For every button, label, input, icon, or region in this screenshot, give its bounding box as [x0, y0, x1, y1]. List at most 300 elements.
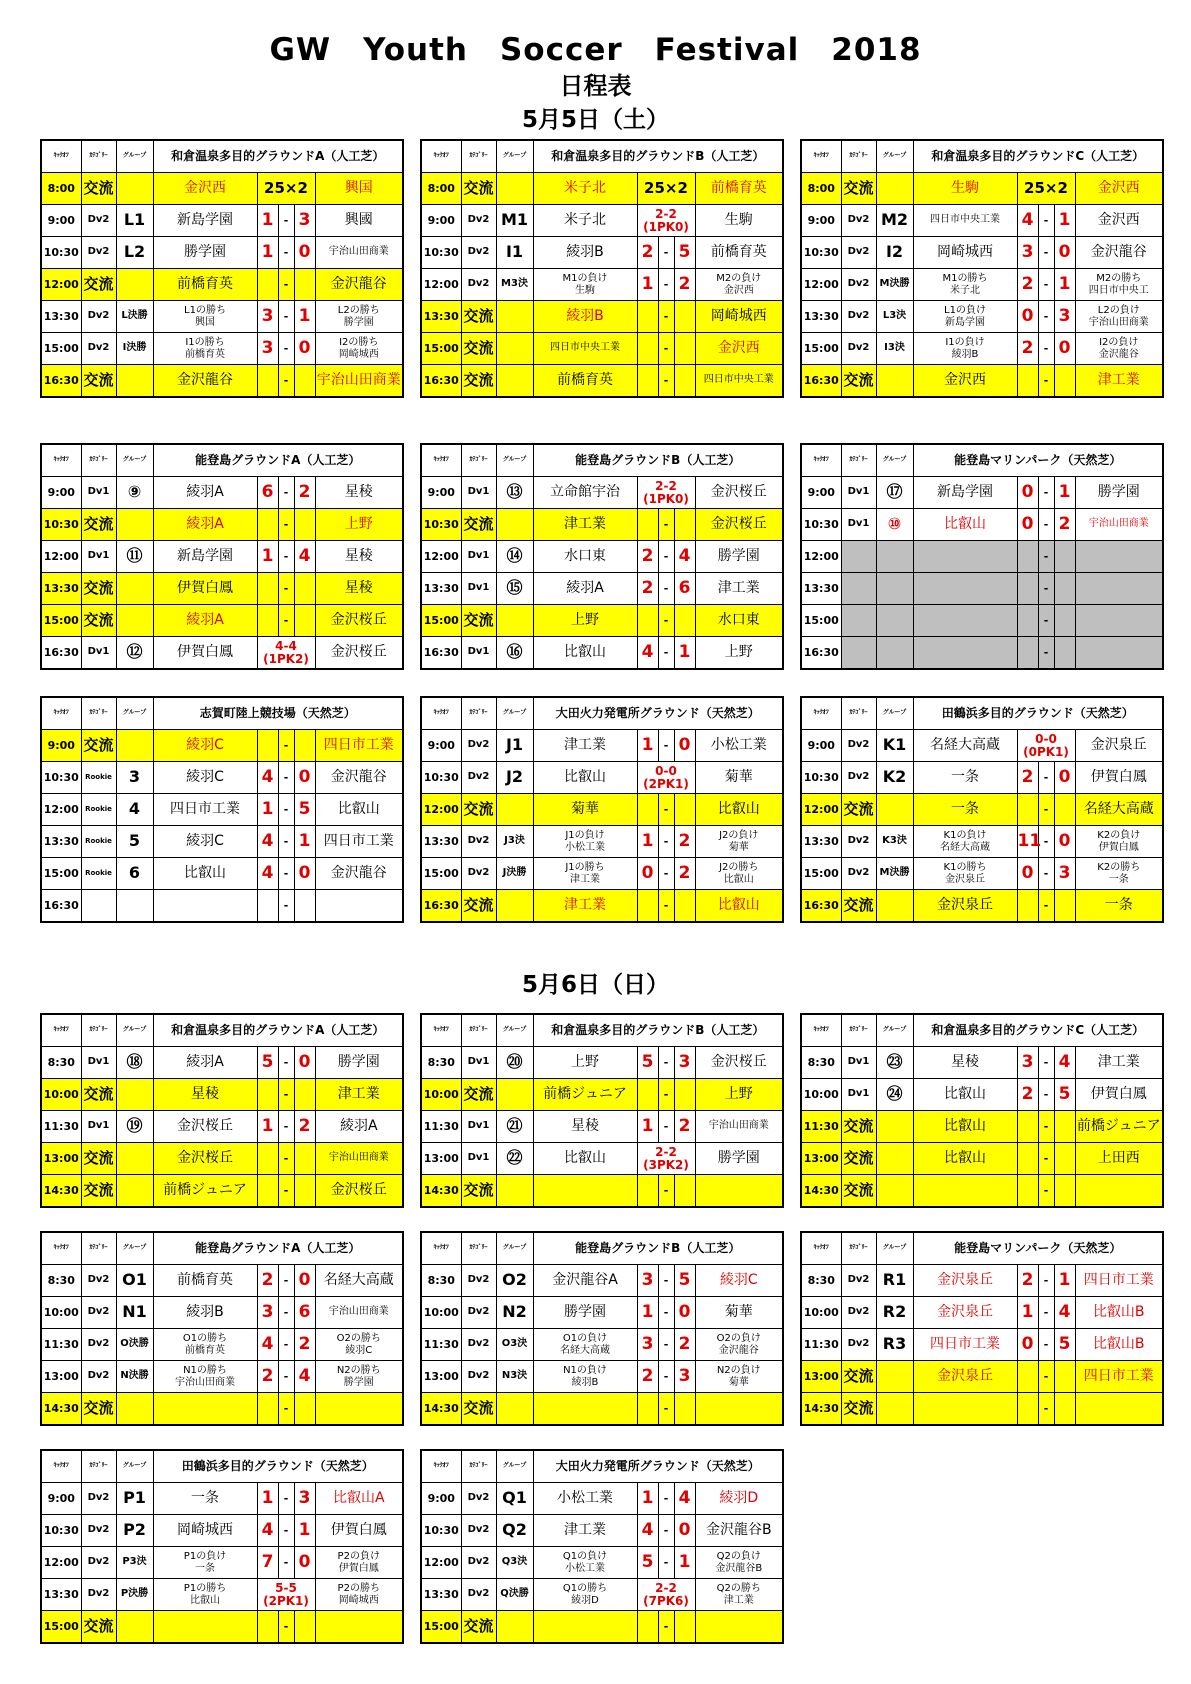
home-score [257, 1393, 278, 1426]
kickoff-time: 13:00 [801, 1143, 841, 1175]
home-score: 1 [637, 826, 658, 858]
home-team: J1の負け 小松工業 [533, 826, 637, 858]
home-team: 四日市中央工業 [533, 333, 637, 365]
match-row [41, 730, 403, 762]
category: Dv2 [461, 1515, 496, 1547]
match-row [421, 826, 783, 858]
away-team [1075, 1175, 1163, 1208]
home-team: 綾羽B [153, 1297, 257, 1329]
schedule-table [800, 1231, 1164, 1426]
header-category: ｶﾃｺﾞﾘｰ [841, 444, 876, 477]
home-score: 2 [637, 237, 658, 269]
kickoff-time: 11:30 [421, 1111, 461, 1143]
schedule-table [800, 443, 1164, 670]
match-row [421, 730, 783, 762]
home-score: 2 [1017, 762, 1038, 794]
group-label [876, 890, 913, 923]
group-label: J3決 [496, 826, 533, 858]
away-team: 金沢龍谷B [695, 1515, 783, 1547]
home-score: 2 [1017, 1265, 1038, 1297]
match-row [421, 1611, 783, 1644]
header-group: グループ [116, 1014, 153, 1047]
kickoff-time: 11:30 [421, 1329, 461, 1361]
home-score: 4 [257, 762, 278, 794]
category: Dv2 [841, 1329, 876, 1361]
category: Dv1 [81, 1111, 116, 1143]
category: Dv2 [461, 1297, 496, 1329]
away-team: 金沢西 [1075, 205, 1163, 237]
score-dash: - [278, 205, 294, 237]
away-score [294, 573, 315, 605]
group-label [876, 1393, 913, 1426]
group-label [876, 605, 913, 637]
match-row [801, 541, 1163, 573]
score-dash: - [658, 1393, 674, 1426]
score-dash: - [658, 573, 674, 605]
home-team [913, 637, 1017, 670]
group-label: 3 [116, 762, 153, 794]
home-team: 一条 [153, 1483, 257, 1515]
kickoff-time: 12:00 [801, 541, 841, 573]
kickoff-time: 10:30 [801, 509, 841, 541]
home-score: 2 [637, 541, 658, 573]
group-label [876, 637, 913, 670]
category: Dv2 [461, 1265, 496, 1297]
kickoff-time: 12:00 [801, 794, 841, 826]
home-score [1017, 1361, 1038, 1393]
group-label: M2 [876, 205, 913, 237]
score-dash: - [278, 573, 294, 605]
kickoff-time: 15:00 [41, 858, 81, 890]
score-dash: - [658, 269, 674, 301]
home-score [1017, 573, 1038, 605]
away-score: 4 [1054, 1047, 1075, 1079]
kickoff-time: 11:30 [801, 1111, 841, 1143]
match-row [421, 477, 783, 509]
score-dash: - [658, 605, 674, 637]
match-row [421, 365, 783, 398]
group-label [496, 605, 533, 637]
away-team: 綾羽C [695, 1265, 783, 1297]
group-label [116, 890, 153, 923]
home-score: 3 [637, 1265, 658, 1297]
match-row [421, 1361, 783, 1393]
away-score: 4 [674, 1483, 695, 1515]
kickoff-time: 15:00 [421, 605, 461, 637]
category: Dv2 [81, 1579, 116, 1611]
score-dash: - [658, 637, 674, 670]
group-label: ㉑ [496, 1111, 533, 1143]
home-team: 綾羽C [153, 826, 257, 858]
home-score: 0 [1017, 509, 1038, 541]
header-category: ｶﾃｺﾞﾘｰ [841, 1232, 876, 1265]
category: 交流 [461, 605, 496, 637]
away-team: 四日市工業 [315, 826, 403, 858]
home-score [637, 1393, 658, 1426]
score-dash: - [658, 541, 674, 573]
home-score [1017, 365, 1038, 398]
score-dash: - [1038, 605, 1054, 637]
kickoff-time: 13:30 [41, 826, 81, 858]
match-row [421, 1297, 783, 1329]
away-team [1075, 573, 1163, 605]
match-row [801, 333, 1163, 365]
venue-name: 能登島グラウンドB（人工芝） [533, 444, 783, 477]
kickoff-time: 13:30 [801, 826, 841, 858]
header-group: グループ [116, 697, 153, 730]
away-team: 勝学園 [695, 541, 783, 573]
home-score: 3 [257, 333, 278, 365]
away-team: 宇治山田商業 [315, 365, 403, 398]
home-team [533, 1393, 637, 1426]
away-team [695, 1393, 783, 1426]
group-label [116, 269, 153, 301]
match-row [41, 477, 403, 509]
home-score: 4 [257, 858, 278, 890]
match-row [421, 1547, 783, 1579]
away-score: 0 [294, 237, 315, 269]
group-label: M3決 [496, 269, 533, 301]
home-team: 綾羽A [153, 509, 257, 541]
group-label: ㉒ [496, 1143, 533, 1175]
away-team: 上野 [695, 1079, 783, 1111]
group-label [876, 541, 913, 573]
home-score: 1 [257, 794, 278, 826]
kickoff-time: 16:30 [801, 637, 841, 670]
home-score: 1 [257, 237, 278, 269]
away-team: 小松工業 [695, 730, 783, 762]
home-score: 1 [257, 1111, 278, 1143]
group-label: I1 [496, 237, 533, 269]
home-team: 名経大高蔵 [913, 730, 1017, 762]
venue-name: 能登島マリンパーク（天然芝） [913, 444, 1163, 477]
group-label [116, 1079, 153, 1111]
kickoff-time: 9:00 [41, 1483, 81, 1515]
match-row [421, 333, 783, 365]
away-score [294, 509, 315, 541]
group-label: ⑯ [496, 637, 533, 670]
home-team: 金沢龍谷A [533, 1265, 637, 1297]
group-label: I3決 [876, 333, 913, 365]
schedule-table [40, 139, 404, 398]
score-dash: - [658, 1297, 674, 1329]
kickoff-time: 12:00 [801, 269, 841, 301]
score-dash: - [658, 826, 674, 858]
kickoff-time: 12:00 [421, 541, 461, 573]
home-score: 1 [257, 205, 278, 237]
kickoff-time: 10:30 [421, 762, 461, 794]
away-score: 2 [674, 858, 695, 890]
away-score [674, 365, 695, 398]
match-result: 0-0 (0PK1) [1017, 730, 1075, 762]
group-label [116, 573, 153, 605]
match-row [41, 858, 403, 890]
group-label: N1 [116, 1297, 153, 1329]
away-score: 1 [1054, 205, 1075, 237]
match-row [421, 1393, 783, 1426]
group-label: ⑳ [496, 1047, 533, 1079]
score-dash: - [658, 1329, 674, 1361]
header-kickoff: ｷｯｸｵﾌ [801, 1014, 841, 1047]
home-score: 0 [1017, 1329, 1038, 1361]
away-team: 金沢桜丘 [315, 605, 403, 637]
home-team: 前橋ジュニア [533, 1079, 637, 1111]
score-dash: - [278, 1393, 294, 1426]
away-team: K2の負け 伊賀白鳳 [1075, 826, 1163, 858]
header-category: ｶﾃｺﾞﾘｰ [461, 697, 496, 730]
home-team: 勝学園 [533, 1297, 637, 1329]
home-team: K1の勝ち 金沢泉丘 [913, 858, 1017, 890]
category: 交流 [81, 730, 116, 762]
kickoff-time: 14:30 [801, 1393, 841, 1426]
category: 交流 [81, 1393, 116, 1426]
kickoff-time: 8:30 [421, 1047, 461, 1079]
home-score: 1 [637, 1483, 658, 1515]
match-row [801, 890, 1163, 923]
group-label: L2 [116, 237, 153, 269]
group-label: ⑪ [116, 541, 153, 573]
group-label: O2 [496, 1265, 533, 1297]
category: Dv2 [461, 826, 496, 858]
away-score [1054, 1111, 1075, 1143]
category: Dv2 [81, 1547, 116, 1579]
away-score [1054, 1175, 1075, 1208]
header-group: グループ [116, 140, 153, 173]
home-score [257, 1143, 278, 1175]
away-team: N2の負け 菊華 [695, 1361, 783, 1393]
home-team: 津工業 [533, 1515, 637, 1547]
match-row [801, 605, 1163, 637]
away-score: 0 [1054, 762, 1075, 794]
score-dash: - [658, 333, 674, 365]
home-team: 米子北 [533, 205, 637, 237]
header-kickoff: ｷｯｸｵﾌ [41, 1232, 81, 1265]
home-score: 5 [637, 1547, 658, 1579]
home-score: 2 [637, 1361, 658, 1393]
group-label [496, 333, 533, 365]
score-dash: - [1038, 1393, 1054, 1426]
score-dash: - [1038, 541, 1054, 573]
match-row [41, 890, 403, 923]
header-category: ｶﾃｺﾞﾘｰ [81, 140, 116, 173]
away-team: 四日市中央工業 [695, 365, 783, 398]
score-dash: - [1038, 1047, 1054, 1079]
home-team: 前橋育英 [533, 365, 637, 398]
header-group: グループ [876, 140, 913, 173]
home-team: N1の負け 綾羽B [533, 1361, 637, 1393]
category: Dv1 [841, 1079, 876, 1111]
category: Dv1 [81, 541, 116, 573]
category: 交流 [81, 509, 116, 541]
home-team: 金沢桜丘 [153, 1111, 257, 1143]
group-label [116, 1143, 153, 1175]
category: Dv2 [81, 1515, 116, 1547]
match-row [801, 1393, 1163, 1426]
away-team: 岡崎城西 [695, 301, 783, 333]
group-label [876, 365, 913, 398]
group-label: O決勝 [116, 1329, 153, 1361]
kickoff-time: 15:00 [421, 333, 461, 365]
kickoff-time: 9:00 [421, 205, 461, 237]
away-team: I2の負け 金沢龍谷 [1075, 333, 1163, 365]
match-row [421, 605, 783, 637]
kickoff-time: 10:30 [801, 237, 841, 269]
category: Dv1 [841, 477, 876, 509]
category: Dv1 [461, 541, 496, 573]
category: 交流 [461, 173, 496, 205]
home-score: 2 [257, 1265, 278, 1297]
kickoff-time: 9:00 [801, 730, 841, 762]
score-dash: - [278, 1047, 294, 1079]
group-label [116, 1175, 153, 1208]
away-team: 名経大高蔵 [1075, 794, 1163, 826]
home-team: 伊賀白鳳 [153, 573, 257, 605]
away-team: 伊賀白鳳 [1075, 1079, 1163, 1111]
group-label: M決勝 [876, 269, 913, 301]
away-team: 比叡山B [1075, 1329, 1163, 1361]
home-team: 一条 [913, 794, 1017, 826]
match-row [421, 794, 783, 826]
away-team: 津工業 [315, 1079, 403, 1111]
away-team: L2の勝ち 勝学園 [315, 301, 403, 333]
home-team: 綾羽C [153, 762, 257, 794]
match-row [421, 301, 783, 333]
header-kickoff: ｷｯｸｵﾌ [421, 697, 461, 730]
match-row [801, 794, 1163, 826]
match-row [41, 1297, 403, 1329]
away-team: M2の負け 金沢西 [695, 269, 783, 301]
category: 交流 [841, 1111, 876, 1143]
home-team: 上野 [533, 605, 637, 637]
away-team: 比叡山 [695, 794, 783, 826]
away-team [695, 1175, 783, 1208]
kickoff-time: 8:30 [421, 1265, 461, 1297]
kickoff-time: 9:00 [421, 730, 461, 762]
header-group: グループ [116, 1450, 153, 1483]
away-team: 金沢龍谷 [315, 762, 403, 794]
group-label: P決勝 [116, 1579, 153, 1611]
home-team [913, 605, 1017, 637]
score-dash: - [658, 365, 674, 398]
schedule-table [420, 139, 784, 398]
kickoff-time: 13:00 [801, 1361, 841, 1393]
day-heading-1: 5月5日（土） [521, 107, 669, 133]
home-team [913, 573, 1017, 605]
away-score: 4 [1054, 1297, 1075, 1329]
score-dash: - [278, 1361, 294, 1393]
score-dash: - [1038, 858, 1054, 890]
home-score [257, 890, 278, 923]
home-team: 岡崎城西 [153, 1515, 257, 1547]
category: Dv2 [841, 269, 876, 301]
group-label [876, 1143, 913, 1175]
kickoff-time: 12:00 [421, 1547, 461, 1579]
away-score: 5 [674, 237, 695, 269]
score-dash: - [1038, 1175, 1054, 1208]
match-row [41, 365, 403, 398]
away-score [1054, 1143, 1075, 1175]
score-dash: - [658, 1175, 674, 1208]
away-team: 菊華 [695, 1297, 783, 1329]
away-team: 比叡山 [695, 890, 783, 923]
score-dash: - [278, 858, 294, 890]
home-team: 新島学園 [153, 541, 257, 573]
category: Dv2 [461, 205, 496, 237]
group-label: 6 [116, 858, 153, 890]
home-score: 2 [1017, 1079, 1038, 1111]
category: Rookie [81, 858, 116, 890]
kickoff-time: 8:00 [421, 173, 461, 205]
away-team: 金沢龍谷 [315, 858, 403, 890]
group-label [116, 1393, 153, 1426]
home-score: 2 [1017, 269, 1038, 301]
group-label: J1 [496, 730, 533, 762]
category: 交流 [461, 1393, 496, 1426]
group-label [876, 794, 913, 826]
home-score: 3 [1017, 1047, 1038, 1079]
match-row [801, 858, 1163, 890]
match-row [41, 541, 403, 573]
kickoff-time: 9:00 [41, 730, 81, 762]
home-team [533, 1611, 637, 1644]
home-score [1017, 541, 1038, 573]
match-row [41, 1265, 403, 1297]
match-row [801, 1265, 1163, 1297]
match-row [41, 333, 403, 365]
home-team: O1の負け 名経大高蔵 [533, 1329, 637, 1361]
header-kickoff: ｷｯｸｵﾌ [41, 444, 81, 477]
home-team: 菊華 [533, 794, 637, 826]
match-result: 25×2 [1017, 173, 1075, 205]
match-row [801, 762, 1163, 794]
home-score: 3 [637, 1329, 658, 1361]
match-row [801, 269, 1163, 301]
home-score: 3 [257, 1297, 278, 1329]
header-category: ｶﾃｺﾞﾘｰ [461, 140, 496, 173]
header-category: ｶﾃｺﾞﾘｰ [841, 697, 876, 730]
home-team: Q1の負け 小松工業 [533, 1547, 637, 1579]
score-dash: - [278, 1175, 294, 1208]
group-label: ⑰ [876, 477, 913, 509]
away-team: 宇治山田商業 [315, 237, 403, 269]
away-team: 四日市工業 [1075, 1265, 1163, 1297]
group-label [496, 1079, 533, 1111]
home-score [637, 890, 658, 923]
group-label: N3決 [496, 1361, 533, 1393]
category: 交流 [81, 1143, 116, 1175]
group-label: I2 [876, 237, 913, 269]
score-dash: - [278, 794, 294, 826]
header-category: ｶﾃｺﾞﾘｰ [81, 1232, 116, 1265]
group-label: I決勝 [116, 333, 153, 365]
category: 交流 [461, 1079, 496, 1111]
group-label: P3決 [116, 1547, 153, 1579]
group-label: K1 [876, 730, 913, 762]
group-label: K2 [876, 762, 913, 794]
group-label: ⑩ [876, 509, 913, 541]
home-score [257, 509, 278, 541]
home-team: I1の負け 綾羽B [913, 333, 1017, 365]
page-title: GW Youth Soccer Festival 2018 [269, 32, 922, 68]
group-label: L3決 [876, 301, 913, 333]
score-dash: - [1038, 637, 1054, 670]
group-label: Q決勝 [496, 1579, 533, 1611]
away-score: 1 [1054, 1265, 1075, 1297]
header-group: グループ [116, 1232, 153, 1265]
header-kickoff: ｷｯｸｵﾌ [801, 444, 841, 477]
match-row [41, 1329, 403, 1361]
home-team: P1の勝ち 比叡山 [153, 1579, 257, 1611]
